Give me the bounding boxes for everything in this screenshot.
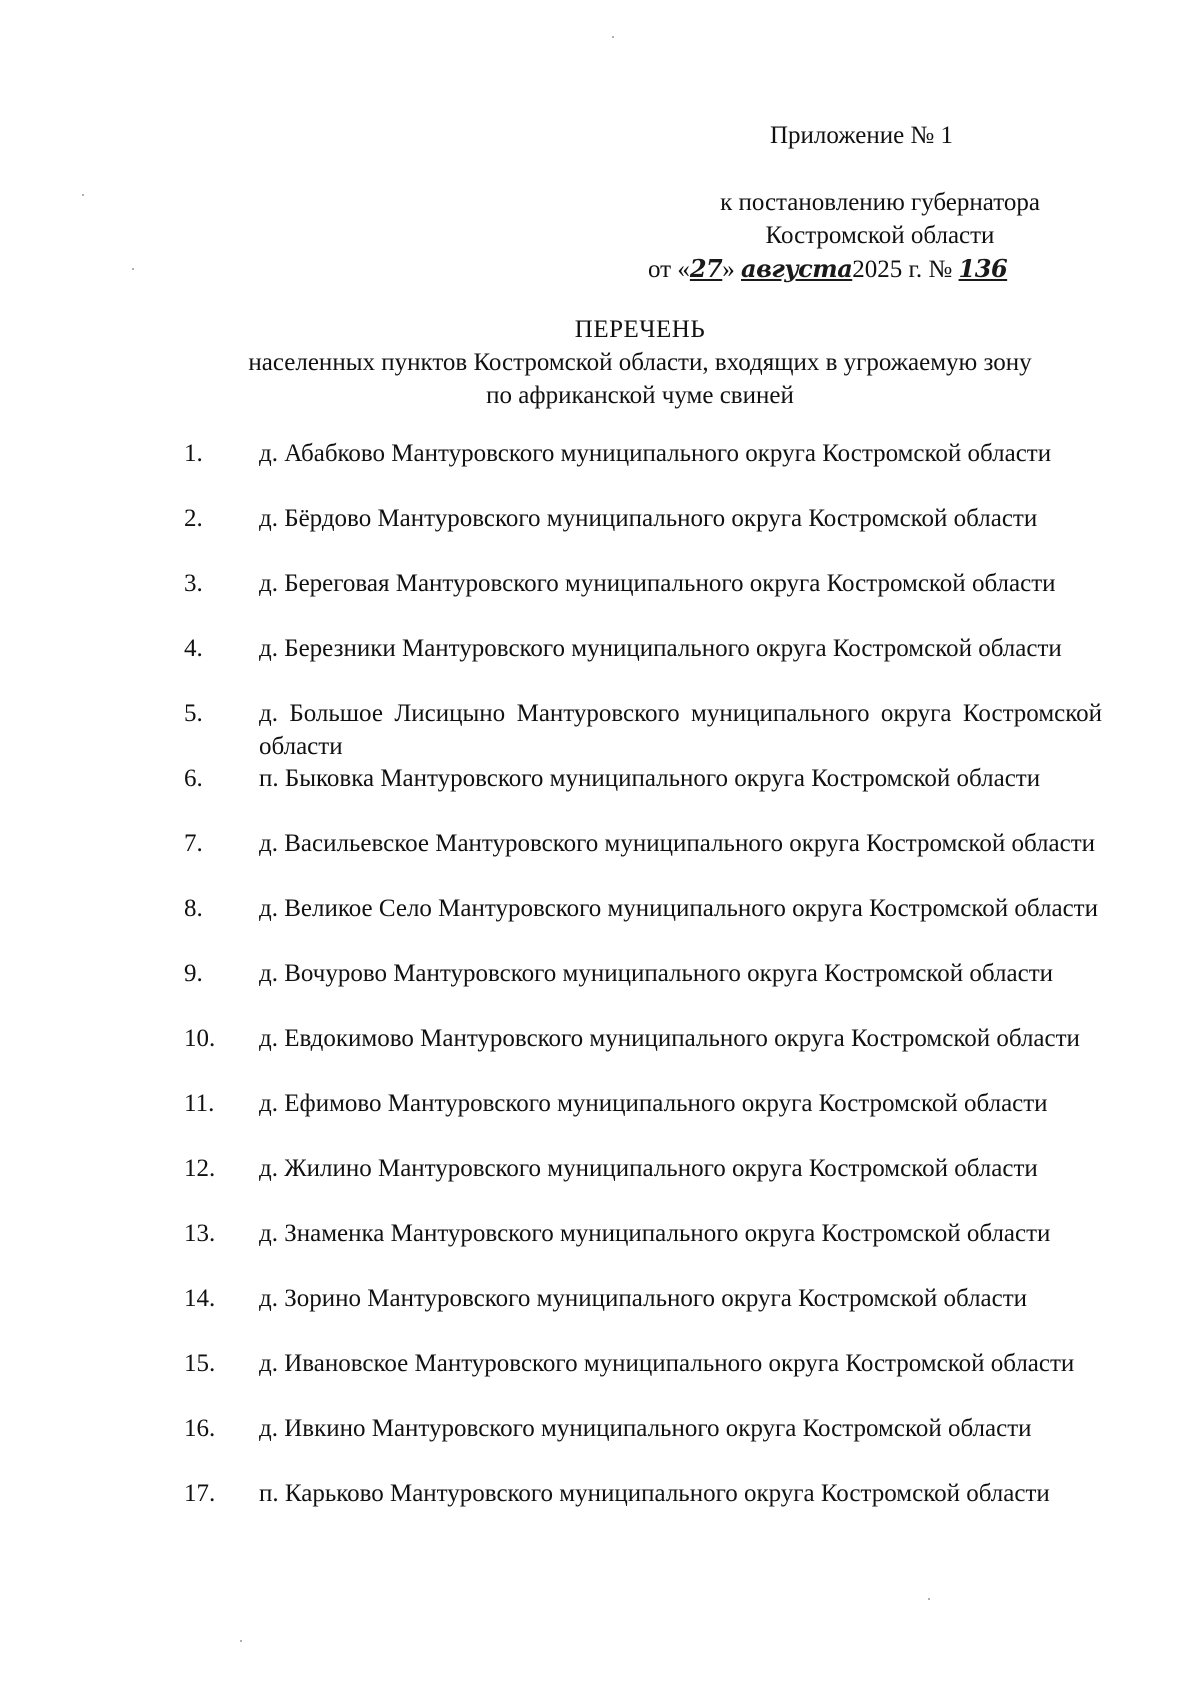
item-text: д. Зорино Мантуровского муниципального округа Костромской области <box>259 1285 1028 1312</box>
list-item <box>184 1218 1102 1283</box>
item-number: 11. <box>184 1090 215 1117</box>
item-text: д. Большое Лисицыно Мантуровского муниципального округа Костромской области <box>259 700 1102 760</box>
item-text: д. Евдокимово Мантуровского муниципального округа Костромской области <box>259 1025 1080 1052</box>
item-number: 2. <box>184 505 203 532</box>
item-text: д. Великое Село Мантуровского муниципального округа Костромской области <box>259 895 1098 922</box>
item-number: 4. <box>184 635 203 662</box>
item-number: 8. <box>184 895 203 922</box>
handwritten-decree-number: 136 <box>958 254 1008 283</box>
list-item <box>184 1478 1102 1543</box>
title-line-1: населенных пунктов Костромской области, входящих в угрожаемую зону <box>248 349 1032 376</box>
scan-speck <box>612 36 614 38</box>
item-text: п. Быковка Мантуровского муниципального округа Костромской области <box>259 765 1041 792</box>
item-number: 16. <box>184 1415 216 1442</box>
document-title <box>160 313 1120 412</box>
item-number: 10. <box>184 1025 216 1052</box>
list-item <box>184 568 1102 633</box>
item-text: д. Жилино Мантуровского муниципального округа Костромской области <box>259 1155 1038 1182</box>
handwritten-day: 27 <box>689 254 723 283</box>
list-item <box>184 698 1102 763</box>
list-item <box>184 1088 1102 1153</box>
item-text: д. Бёрдово Мантуровского муниципального округа Костромской области <box>259 505 1038 532</box>
item-number: 12. <box>184 1155 216 1182</box>
list-item <box>184 633 1102 698</box>
item-text: д. Знаменка Мантуровского муниципального округа Костромской области <box>259 1220 1051 1247</box>
scan-speck <box>928 1598 930 1600</box>
scan-speck <box>240 1640 242 1642</box>
item-number: 5. <box>184 700 203 727</box>
item-text: д. Вочурово Мантуровского муниципального округа Костромской области <box>259 960 1053 987</box>
list-item <box>184 958 1102 1023</box>
handwritten-month: августа <box>741 254 853 283</box>
item-text: п. Карьково Мантуровского муниципального округа Костромской области <box>259 1480 1050 1507</box>
list-item <box>184 828 1102 893</box>
list-item <box>184 893 1102 958</box>
item-text: д. Березники Мантуровского муниципального округа Костромской области <box>259 635 1062 662</box>
item-number: 7. <box>184 830 203 857</box>
decree-date-line <box>648 252 1070 286</box>
list-item <box>184 503 1102 568</box>
scan-speck <box>82 194 84 196</box>
date-year: 2025 г. № <box>852 256 959 283</box>
list-item <box>184 1023 1102 1088</box>
appendix-label <box>770 119 953 152</box>
title-line-2: по африканской чуме свиней <box>486 382 794 409</box>
decree-line-2: Костромской области <box>765 222 995 249</box>
list-item <box>184 1153 1102 1218</box>
list-item <box>184 1348 1102 1413</box>
item-number: 9. <box>184 960 203 987</box>
date-mid: » <box>722 256 742 283</box>
list-item <box>184 1283 1102 1348</box>
item-text: д. Абабково Мантуровского муниципального округа Костромской области <box>259 440 1052 467</box>
item-text: д. Ивановское Мантуровского муниципального округа Костромской области <box>259 1350 1075 1377</box>
item-number: 6. <box>184 765 203 792</box>
appendix-text: Приложение № 1 <box>770 122 954 149</box>
decree-reference <box>648 186 1070 286</box>
item-number: 15. <box>184 1350 216 1377</box>
list-item <box>184 1413 1102 1478</box>
item-text: д. Васильевское Мантуровского муниципального округа Костромской области <box>259 830 1096 857</box>
item-number: 1. <box>184 440 203 467</box>
list-item <box>184 763 1102 828</box>
item-text: д. Ефимово Мантуровского муниципального округа Костромской области <box>259 1090 1048 1117</box>
item-number: 14. <box>184 1285 216 1312</box>
settlement-list <box>184 438 1102 1543</box>
list-item <box>184 438 1102 503</box>
item-number: 17. <box>184 1480 216 1507</box>
item-text: д. Береговая Мантуровского муниципального округа Костромской области <box>259 570 1056 597</box>
title-heading: ПЕРЕЧЕНЬ <box>574 316 706 343</box>
item-text: д. Ивкино Мантуровского муниципального округа Костромской области <box>259 1415 1032 1442</box>
decree-line-1: к постановлению губернатора <box>720 189 1040 216</box>
item-number: 3. <box>184 570 203 597</box>
item-number: 13. <box>184 1220 216 1247</box>
scan-speck <box>132 268 134 270</box>
date-prefix: от « <box>648 256 690 283</box>
